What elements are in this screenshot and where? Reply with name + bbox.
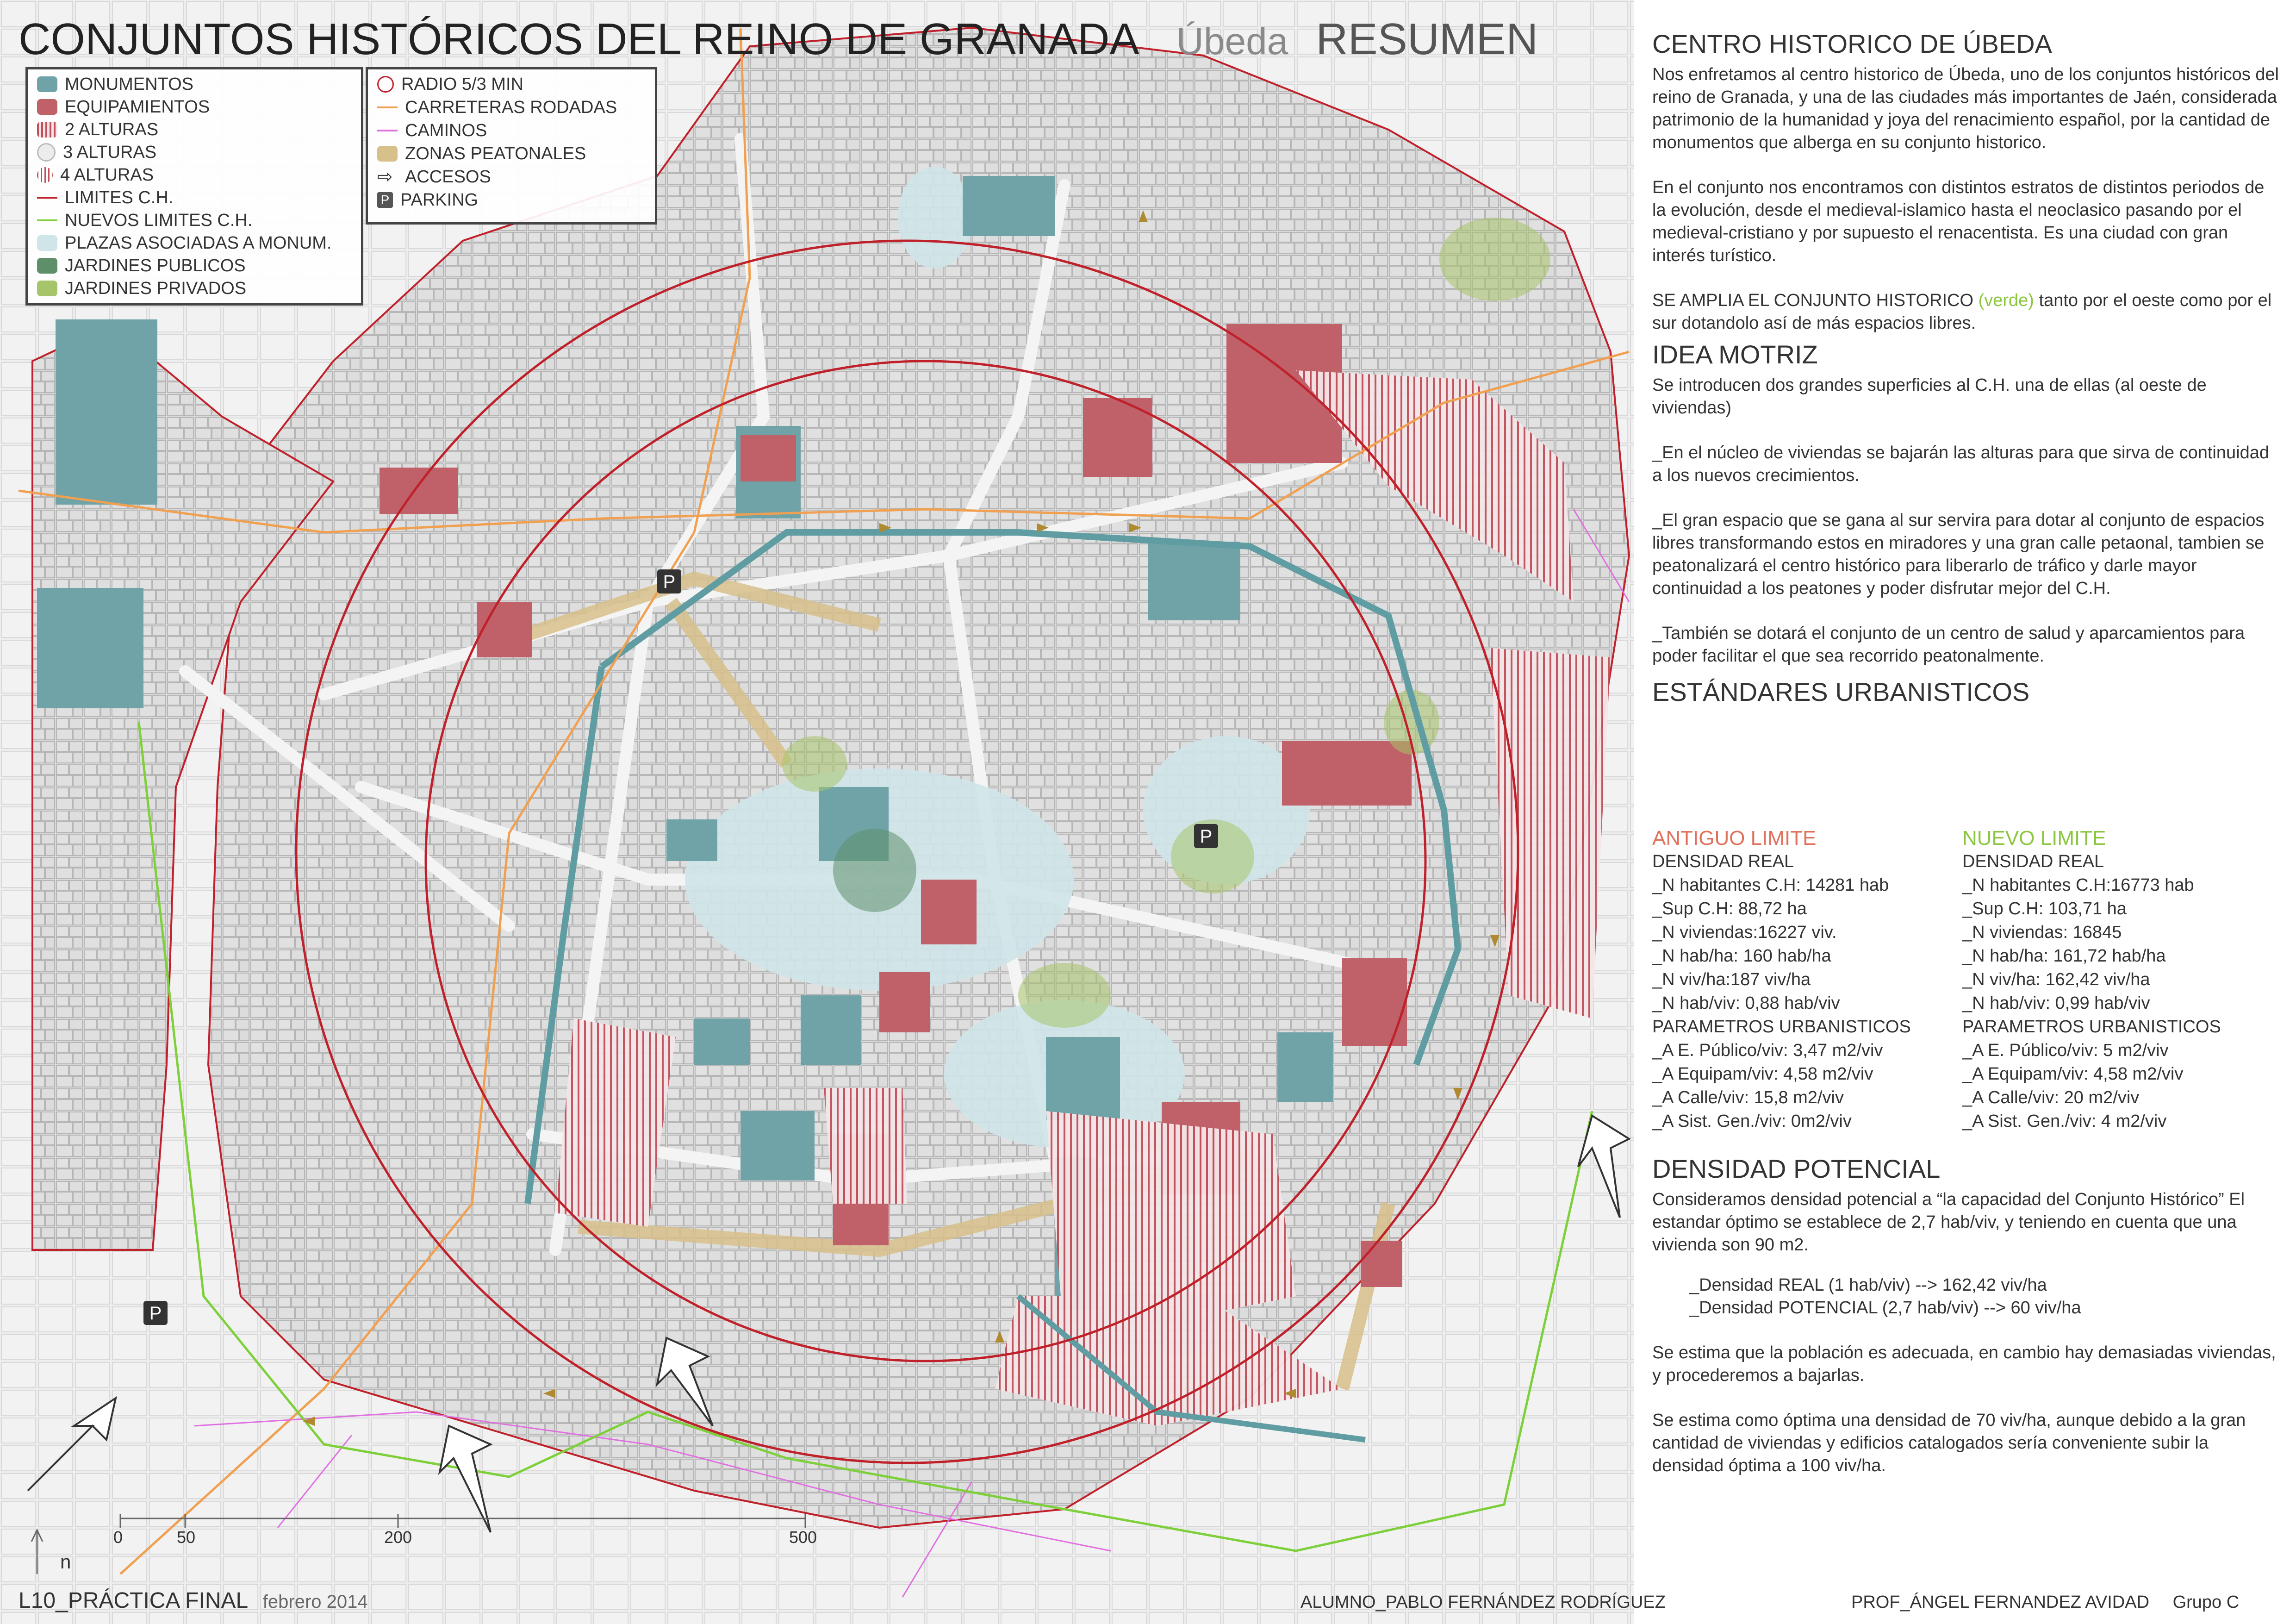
footer-professor [1851,1593,2239,1612]
page-title [19,14,1538,65]
standard-line: _N viv/ha: 162,42 viv/ha [1962,970,2150,989]
paragraph-part: SE AMPLIA EL CONJUNTO HISTORICO [1652,291,1979,310]
legend-hatch-icon [37,122,57,137]
footer-student: ALUMNO_PABLO FERNÁNDEZ RODRÍGUEZ [1300,1593,1666,1612]
legend-item [37,187,173,208]
legend-circle-icon [37,143,56,162]
legend-label: 2 ALTURAS [65,119,159,139]
legend-label: 4 ALTURAS [60,165,154,185]
legend-label: JARDINES PUBLICOS [65,256,246,275]
legend-swatch-icon [37,235,57,251]
legend-item [37,233,332,253]
legend-label: PLAZAS ASOCIADAS A MONUM. [65,233,332,253]
legend-item [377,190,478,210]
title-main: CONJUNTOS HISTÓRICOS DEL REINO DE GRANADA [19,14,1139,64]
legend-right [366,67,657,225]
legend-item [37,210,252,231]
density-real: _Densidad REAL (1 hab/viv) --> 162,42 viv/ha [1689,1275,2047,1295]
legend-swatch-icon [37,258,57,274]
legend-label: PARKING [400,190,479,210]
standards-old [1652,826,1911,1133]
legend-item [37,74,193,94]
paragraph: Nos enfretamos al centro historico de Úbeda, uno de los conjuntos históricos del reino de Granada, y una de las ciudades más importantes de Jaén, considerada patrimonio de la humanidad y joya del renacimiento español, por la cantidad de monumentos que alberga en su conjunto historico. [1652,65,2279,152]
legend-hatch-circle-icon [37,167,53,183]
legend-label: CARRETERAS RODADAS [405,97,617,117]
density-potencial: _Densidad POTENCIAL (2,7 hab/viv) --> 60 viv/ha [1689,1298,2081,1318]
course-label: L10_PRÁCTICA FINAL [19,1588,248,1613]
heading-idea: IDEA MOTRIZ [1652,340,1818,369]
standard-line: _N viviendas:16227 viv. [1652,923,1837,942]
paragraph: Consideramos densidad potencial a “la capacidad del Conjunto Histórico” El estandar óptimo se establece de 2,7 hab/viv, y teniendo en cuenta que una vivienda son 90 m2. [1652,1190,2245,1255]
legend-line-icon [37,197,57,199]
legend-line-icon [37,219,57,221]
legend-ring-icon [377,76,394,93]
parking-label: P [1200,826,1213,847]
legend-label: LIMITES C.H. [65,187,174,207]
standard-line: PARAMETROS URBANISTICOS [1962,1017,2221,1037]
legend-item [377,167,491,187]
paragraph: Se estima que la población es adecuada, en cambio hay demasiadas viviendas, y procederemos a bajarlas. [1652,1343,2276,1385]
standard-line: _A E. Público/viv: 3,47 m2/viv [1652,1041,1883,1060]
legend-label: JARDINES PRIVADOS [65,278,247,298]
standard-line: DENSIDAD REAL [1962,852,2104,871]
paragraph: _El gran espacio que se gana al sur servira para dotar al conjunto de espacios libres transformando estos en miradores y una gran calle petaonal, tambien se peatonalizará el centro histórico para liberarlo de tráfico y darle mayor continuidad a los peatones y poder disfrutar mejor del C.H. [1652,511,2265,598]
standard-line: _N viv/ha:187 viv/ha [1652,970,1811,989]
standard-line: _N hab/viv: 0,99 hab/viv [1962,993,2150,1013]
standard-line: _N hab/ha: 160 hab/ha [1652,946,1831,966]
legend-item [37,119,158,140]
paragraph: _También se dotará el conjunto de un centro de salud y aparcamientos para poder facilitar el que sea recorrido peatonalmente. [1652,624,2245,666]
north-label: n [60,1551,71,1573]
legend-item [37,256,246,276]
legend-item [37,142,156,162]
standard-line: DENSIDAD REAL [1652,852,1794,871]
paragraph: Se introducen dos grandes superficies al C.H. una de ellas (al oeste de viviendas) [1652,375,2207,418]
legend-swatch-icon [377,146,398,162]
heading-densidad: DENSIDAD POTENCIAL [1652,1154,1941,1183]
standard-line: _N hab/viv: 0,88 hab/viv [1652,993,1840,1013]
professor-label: PROF_ÁNGEL FERNANDEZ AVIDAD [1851,1593,2150,1612]
heading-estandares: ESTÁNDARES URBANISTICOS [1652,677,2030,706]
scale-label: 0 [113,1528,123,1547]
standard-line: _A E. Público/viv: 5 m2/viv [1962,1041,2169,1060]
footer-course [19,1588,368,1613]
title-city: Úbeda [1176,20,1288,62]
legend-item [37,278,246,299]
summary-text [1652,29,2282,712]
legend-item [377,97,617,118]
legend-item [37,165,154,185]
scale-label: 500 [789,1528,817,1547]
legend-line-icon [377,130,398,131]
standard-line: _A Calle/viv: 20 m2/viv [1962,1088,2140,1107]
legend-label: MONUMENTOS [65,74,193,94]
legend-swatch-icon [37,76,57,92]
legend-label: 3 ALTURAS [63,142,157,162]
legend-arrow-icon: ⇨ [377,167,393,187]
paragraph: _En el núcleo de viviendas se bajarán las alturas para que sirva de continuidad a los nuevos crecimientos. [1652,443,2269,485]
paragraph-part: tanto por el oeste como por el sur dotandolo así de más espacios libres. [1652,291,2272,333]
legend-swatch-icon [37,281,57,296]
legend-parking-icon: P [377,192,393,208]
heading-centro: CENTRO HISTORICO DE ÚBEDA [1652,29,2052,58]
scale-label: 200 [384,1528,412,1547]
legend-label: ZONAS PEATONALES [405,144,586,163]
legend-label: RADIO 5/3 MIN [401,74,523,94]
legend-label: CAMINOS [405,120,487,140]
legend-label: EQUIPAMIENTOS [65,97,210,117]
standards-old-heading: ANTIGUO LIMITE [1652,827,1817,849]
legend-item [37,97,210,117]
density-text [1652,1154,2282,1499]
group-label: Grupo C [2172,1593,2240,1612]
scale-label: 50 [177,1528,196,1547]
standard-line: _N habitantes C.H: 14281 hab [1652,875,1889,895]
legend-left [25,67,363,306]
standards-new-heading: NUEVO LIMITE [1962,827,2106,849]
legend-line-icon [377,106,398,108]
density-list [1689,1274,2282,1319]
standard-line: _N viviendas: 16845 [1962,923,2122,942]
date-label: febrero 2014 [262,1592,368,1612]
standard-line: _N hab/ha: 161,72 hab/ha [1962,946,2166,966]
standard-line: PARAMETROS URBANISTICOS [1652,1017,1911,1037]
legend-item [377,74,523,94]
standard-line: _A Sist. Gen./viv: 4 m2/viv [1962,1112,2167,1131]
standard-line: _A Equipam/viv: 4,58 m2/viv [1652,1064,1873,1084]
parking-label: P [663,572,676,592]
paragraph-highlight: (verde) [1978,291,2034,310]
standard-line: _Sup C.H: 88,72 ha [1652,899,1807,918]
paragraph: En el conjunto nos encontramos con distintos estratos de distintos periodos de la evolución, desde el medieval-islamico hasta el neoclasico pasando por el medieval-cristiano y por supuesto el renacentista. Es una ciudad con gran interés turístico. [1652,178,2265,265]
standard-line: _A Calle/viv: 15,8 m2/viv [1652,1088,1844,1107]
standards-new [1962,826,2221,1133]
legend-swatch-icon [37,99,57,115]
standard-line: _N habitantes C.H:16773 hab [1962,875,2194,895]
title-section: RESUMEN [1316,14,1538,64]
paragraph: Se estima como óptima una densidad de 70 viv/ha, aunque debido a la gran cantidad de viviendas y edificios catalogados sería conveniente subir la densidad óptima a 100 viv/ha. [1652,1411,2246,1475]
legend-label: ACCESOS [405,167,491,187]
legend-label: NUEVOS LIMITES C.H. [65,210,253,230]
legend-item [377,144,586,164]
parking-label: P [149,1303,162,1324]
standard-line: _A Equipam/viv: 4,58 m2/viv [1962,1064,2184,1084]
standard-line: _Sup C.H: 103,71 ha [1962,899,2127,918]
paragraph [1652,289,2282,335]
legend-item [377,120,487,141]
standard-line: _A Sist. Gen./viv: 0m2/viv [1652,1112,1852,1131]
